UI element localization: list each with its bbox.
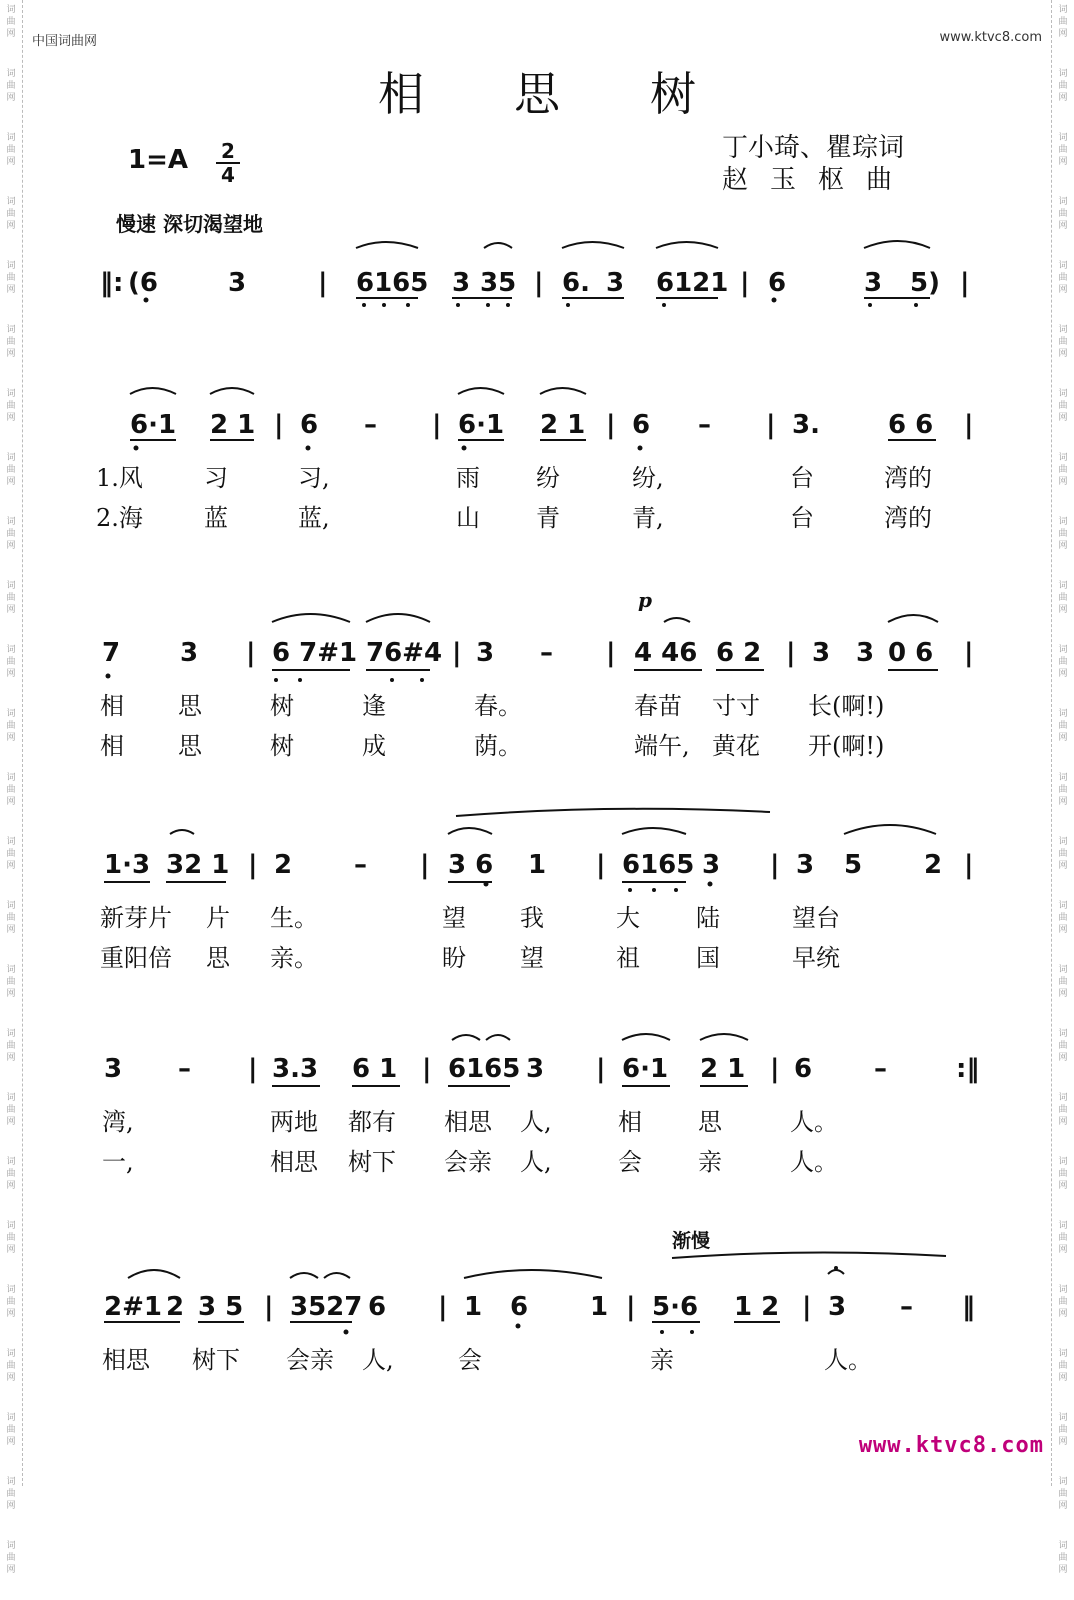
barline: | bbox=[318, 268, 328, 298]
lyric-verse-1: 春苗 bbox=[634, 692, 682, 720]
note-group: – bbox=[900, 1292, 913, 1322]
barline: | bbox=[802, 1292, 812, 1322]
lyric-verse-1: 大 bbox=[616, 904, 640, 932]
lyric-verse-2: 蓝, bbox=[298, 504, 330, 532]
watermark-glyphs: 词 曲 网 bbox=[1058, 453, 1068, 487]
lyric-verse-1: 思 bbox=[698, 1108, 722, 1136]
note-group: 2 bbox=[924, 850, 943, 880]
note-group: 5 bbox=[844, 850, 863, 880]
note-group: 3 bbox=[452, 268, 471, 298]
lyric-verse-1: 亲 bbox=[650, 1346, 674, 1374]
lyric-verse-2: 早统 bbox=[792, 944, 840, 972]
note-group: ‖ bbox=[962, 1292, 975, 1322]
score-row-1 bbox=[0, 258, 1074, 408]
lyric-verse-2: 青 bbox=[536, 504, 560, 532]
barline: | bbox=[766, 410, 776, 440]
lyric-verse-2: 蓝 bbox=[204, 504, 228, 532]
watermark-glyphs: 词 曲 网 bbox=[1058, 1157, 1068, 1191]
note-group: 1 bbox=[528, 850, 547, 880]
score-row-2 bbox=[0, 400, 1074, 550]
barline: | bbox=[964, 410, 974, 440]
lyric-verse-1: 人, bbox=[362, 1346, 394, 1374]
lyric-verse-2: 国 bbox=[696, 944, 720, 972]
lyric-verse-1: 春。 bbox=[474, 692, 522, 720]
lyric-verse-1: 相 bbox=[100, 692, 124, 720]
watermark-glyphs: 词 曲 网 bbox=[1058, 773, 1068, 807]
watermark-glyphs: 词 曲 网 bbox=[1058, 325, 1068, 359]
watermark-glyphs: 词 曲 网 bbox=[6, 581, 16, 615]
note-group: 3 bbox=[702, 850, 721, 880]
note-group: 6165 bbox=[622, 850, 695, 880]
note-group: – bbox=[364, 410, 377, 440]
lyric-verse-2: 人, bbox=[520, 1148, 552, 1176]
note-group: 3 bbox=[526, 1054, 545, 1084]
watermark-glyphs: 词 曲 网 bbox=[6, 261, 16, 295]
note-group: 6 bbox=[510, 1292, 529, 1322]
lyric-verse-1: 我 bbox=[520, 904, 544, 932]
lyric-verse-2: 成 bbox=[362, 732, 386, 760]
note-group: 3 bbox=[796, 850, 815, 880]
note-group: 1 bbox=[590, 1292, 609, 1322]
lyric-verse-1: 人, bbox=[520, 1108, 552, 1136]
lyric-verse-2: 亲。 bbox=[270, 944, 318, 972]
watermark-glyphs: 词 曲 网 bbox=[1058, 261, 1068, 295]
lyric-verse-1: 逢 bbox=[362, 692, 386, 720]
watermark-glyphs: 词 曲 网 bbox=[1058, 69, 1068, 103]
watermark-glyphs: 词 曲 网 bbox=[6, 1029, 16, 1063]
note-group: 4 46 bbox=[634, 638, 698, 668]
watermark-glyphs: 词 曲 网 bbox=[6, 1093, 16, 1127]
lyric-verse-1: 树下 bbox=[192, 1346, 240, 1374]
lyric-verse-1: 都有 bbox=[348, 1108, 396, 1136]
note-group: 6. bbox=[562, 268, 590, 298]
score-row-5 bbox=[0, 1044, 1074, 1194]
lyric-verse-1: 思 bbox=[178, 692, 202, 720]
lyric-verse-2: 人。 bbox=[790, 1148, 838, 1176]
score-row-3 bbox=[0, 628, 1074, 778]
note-group: 2 1 bbox=[540, 410, 586, 440]
lyric-verse-1: 新芽片 bbox=[100, 904, 172, 932]
note-group: 2#1 bbox=[104, 1292, 162, 1322]
note-group: – bbox=[178, 1054, 191, 1084]
note-group: 6165 bbox=[448, 1054, 521, 1084]
lyric-verse-1: 相 bbox=[618, 1108, 642, 1136]
time-signature-bottom: 4 bbox=[216, 162, 240, 186]
note-group: 1 bbox=[464, 1292, 483, 1322]
lyric-verse-2: 盼 bbox=[442, 944, 466, 972]
note-group: 3 bbox=[812, 638, 831, 668]
watermark-glyphs: 词 曲 网 bbox=[6, 69, 16, 103]
lyric-verse-1: 相思 bbox=[444, 1108, 492, 1136]
note-group: 6·1 bbox=[130, 410, 177, 440]
watermark-glyphs: 词 曲 网 bbox=[1058, 197, 1068, 231]
note-group: 3 bbox=[476, 638, 495, 668]
watermark-glyphs: 词 曲 网 bbox=[6, 837, 16, 871]
lyric-verse-2: 祖 bbox=[616, 944, 640, 972]
barline: | bbox=[960, 268, 970, 298]
lyric-verse-2: 端午, bbox=[634, 732, 690, 760]
note-group: 3 bbox=[856, 638, 875, 668]
note-group: 2 bbox=[166, 1292, 185, 1322]
note-group: 2 1 bbox=[210, 410, 256, 440]
site-url-header: www.ktvc8.com bbox=[939, 30, 1042, 45]
watermark-glyphs: 词 曲 网 bbox=[1058, 1413, 1068, 1447]
watermark-glyphs: 词 曲 网 bbox=[1058, 133, 1068, 167]
watermark-glyphs: 词 曲 网 bbox=[6, 645, 16, 679]
barline: | bbox=[964, 638, 974, 668]
lyric-verse-2: 相 bbox=[100, 732, 124, 760]
lyric-verse-1: 长(啊!) bbox=[808, 692, 885, 720]
note-group: 2 1 bbox=[700, 1054, 746, 1084]
watermark-glyphs: 词 曲 网 bbox=[1058, 1093, 1068, 1127]
watermark-glyphs: 词 曲 网 bbox=[6, 389, 16, 423]
watermark-glyphs: 词 曲 网 bbox=[1058, 389, 1068, 423]
lyric-verse-2: 重阳倍 bbox=[100, 944, 172, 972]
barline: | bbox=[964, 850, 974, 880]
barline: | bbox=[248, 1054, 258, 1084]
watermark-glyphs: 词 曲 网 bbox=[1058, 1541, 1068, 1575]
lyric-verse-1: 纷, bbox=[632, 464, 664, 492]
note-group: – bbox=[354, 850, 367, 880]
lyric-verse-1: 会 bbox=[458, 1346, 482, 1374]
watermark-glyphs: 词 曲 网 bbox=[6, 197, 16, 231]
lyric-verse-2: 开(啊!) bbox=[808, 732, 885, 760]
key-signature: 1=A bbox=[128, 145, 188, 175]
note-group: 1·3 bbox=[104, 850, 151, 880]
lyric-verse-1: 习 bbox=[204, 464, 228, 492]
lyric-verse-1: 人。 bbox=[824, 1346, 872, 1374]
watermark-glyphs: 词 曲 网 bbox=[1058, 581, 1068, 615]
lyric-verse-1: 湾, bbox=[102, 1108, 134, 1136]
barline: | bbox=[438, 1292, 448, 1322]
watermark-glyphs: 词 曲 网 bbox=[1058, 5, 1068, 39]
note-group: 6 7#1 bbox=[272, 638, 358, 668]
note-group: 3 bbox=[864, 268, 883, 298]
lyric-verse-2: 思 bbox=[178, 732, 202, 760]
lyric-verse-2: 黄花 bbox=[712, 732, 760, 760]
note-group: – bbox=[698, 410, 711, 440]
barline: | bbox=[606, 410, 616, 440]
note-group: 3527 bbox=[290, 1292, 363, 1322]
barline: | bbox=[248, 850, 258, 880]
watermark-glyphs: 词 曲 网 bbox=[1058, 517, 1068, 551]
watermark-glyphs: 词 曲 网 bbox=[6, 325, 16, 359]
dynamic-piano-mark: p bbox=[638, 588, 652, 612]
lyric-verse-2: 青, bbox=[632, 504, 664, 532]
lyric-verse-1: 习, bbox=[298, 464, 330, 492]
note-group: 3 bbox=[104, 1054, 123, 1084]
note-group: 6 bbox=[300, 410, 319, 440]
barline: | bbox=[596, 850, 606, 880]
lyric-verse-2: 树 bbox=[270, 732, 294, 760]
watermark-glyphs: 词 曲 网 bbox=[1058, 901, 1068, 935]
note-group: 3 5 bbox=[198, 1292, 244, 1322]
time-signature-top: 2 bbox=[221, 139, 235, 163]
note-group: 35 bbox=[480, 268, 517, 298]
note-group: 6 6 bbox=[888, 410, 934, 440]
note-group: 7 bbox=[102, 638, 121, 668]
note-group: 5·6 bbox=[652, 1292, 699, 1322]
barline: | bbox=[432, 410, 442, 440]
note-group: 6 2 bbox=[716, 638, 762, 668]
note-group: :‖ bbox=[956, 1054, 980, 1084]
note-group: 3.3 bbox=[272, 1054, 319, 1084]
note-group: 6 bbox=[768, 268, 787, 298]
barline: | bbox=[422, 1054, 432, 1084]
note-group: 1 2 bbox=[734, 1292, 780, 1322]
watermark-glyphs: 词 曲 网 bbox=[1058, 709, 1068, 743]
lyric-verse-2: 台 bbox=[790, 504, 814, 532]
lyric-verse-1: 片 bbox=[206, 904, 230, 932]
lyricist-credit: 丁小琦、瞿琮词 bbox=[722, 133, 905, 163]
barline: | bbox=[420, 850, 430, 880]
note-group: 0 6 bbox=[888, 638, 934, 668]
lyric-verse-1: 湾的 bbox=[884, 464, 932, 492]
note-group: 3 bbox=[180, 638, 199, 668]
note-group: 6165 bbox=[356, 268, 429, 298]
barline: | bbox=[626, 1292, 636, 1322]
score-row-4 bbox=[0, 840, 1074, 990]
lyric-verse-1: 树 bbox=[270, 692, 294, 720]
lyric-verse-2: 思 bbox=[206, 944, 230, 972]
watermark-glyphs: 词 曲 网 bbox=[1058, 1285, 1068, 1319]
watermark-glyphs: 词 曲 网 bbox=[6, 709, 16, 743]
score-row-6 bbox=[0, 1282, 1074, 1432]
lyric-verse-2: 树下 bbox=[348, 1148, 396, 1176]
barline: | bbox=[534, 268, 544, 298]
watermark-glyphs: 词 曲 网 bbox=[1058, 965, 1068, 999]
barline: | bbox=[786, 638, 796, 668]
lyric-verse-2: 2.海 bbox=[96, 504, 143, 532]
watermark-glyphs: 词 曲 网 bbox=[6, 133, 16, 167]
lyric-verse-1: 望台 bbox=[792, 904, 840, 932]
lyric-verse-1: 生。 bbox=[270, 904, 318, 932]
barline: | bbox=[264, 1292, 274, 1322]
note-group: 32 1 bbox=[166, 850, 230, 880]
lyric-verse-1: 1.风 bbox=[96, 464, 143, 492]
note-group: (6 bbox=[128, 268, 158, 298]
note-group: 6 bbox=[632, 410, 651, 440]
lyric-verse-2: 荫。 bbox=[474, 732, 522, 760]
composer-credit: 赵玉枢曲 bbox=[722, 165, 915, 195]
note-group: 2 bbox=[274, 850, 293, 880]
note-group: 76#4 bbox=[366, 638, 443, 668]
lyric-verse-1: 两地 bbox=[270, 1108, 318, 1136]
watermark-glyphs: 词 曲 网 bbox=[6, 1541, 16, 1575]
watermark-glyphs: 词 曲 网 bbox=[6, 1477, 16, 1511]
barline: | bbox=[740, 268, 750, 298]
watermark-glyphs: 词 曲 网 bbox=[1058, 837, 1068, 871]
note-group: 3 bbox=[828, 1292, 847, 1322]
lyric-verse-1: 人。 bbox=[790, 1108, 838, 1136]
watermark-glyphs: 词 曲 网 bbox=[6, 517, 16, 551]
barline: | bbox=[452, 638, 462, 668]
lyric-verse-1: 寸寸 bbox=[712, 692, 760, 720]
note-group: 6 bbox=[368, 1292, 387, 1322]
lyric-verse-2: 湾的 bbox=[884, 504, 932, 532]
watermark-glyphs: 词 曲 网 bbox=[6, 453, 16, 487]
song-title: 相思树 bbox=[378, 67, 786, 121]
lyric-verse-1: 纷 bbox=[536, 464, 560, 492]
note-group: 6 bbox=[794, 1054, 813, 1084]
tempo-marking: 慢速 深切渴望地 bbox=[116, 212, 263, 236]
watermark-glyphs: 词 曲 网 bbox=[1058, 1477, 1068, 1511]
watermark-glyphs: 词 曲 网 bbox=[6, 901, 16, 935]
watermark-glyphs: 词 曲 网 bbox=[6, 1221, 16, 1255]
footer-site-url: www.ktvc8.com bbox=[858, 1433, 1044, 1458]
note-group: – bbox=[874, 1054, 887, 1084]
barline: | bbox=[770, 850, 780, 880]
watermark-glyphs: 词 曲 网 bbox=[1058, 1221, 1068, 1255]
lyric-verse-2: 一, bbox=[102, 1148, 134, 1176]
note-group: ‖: bbox=[100, 268, 124, 298]
watermark-glyphs: 词 曲 网 bbox=[1058, 1029, 1068, 1063]
barline: | bbox=[274, 410, 284, 440]
barline: | bbox=[246, 638, 256, 668]
lyric-verse-2: 山 bbox=[456, 504, 480, 532]
note-group: 6 1 bbox=[352, 1054, 398, 1084]
lyric-verse-2: 望 bbox=[520, 944, 544, 972]
note-group: 6121 bbox=[656, 268, 729, 298]
barline: | bbox=[770, 1054, 780, 1084]
watermark-glyphs: 词 曲 网 bbox=[6, 1349, 16, 1383]
note-group: 6·1 bbox=[622, 1054, 669, 1084]
lyric-verse-2: 会 bbox=[618, 1148, 642, 1176]
note-group: 3 6 bbox=[448, 850, 494, 880]
lyric-verse-2: 相思 bbox=[270, 1148, 318, 1176]
note-group: 3 bbox=[606, 268, 625, 298]
lyric-verse-1: 相思 bbox=[102, 1346, 150, 1374]
lyric-verse-2: 亲 bbox=[698, 1148, 722, 1176]
watermark-glyphs: 词 曲 网 bbox=[1058, 645, 1068, 679]
lyric-verse-2: 会亲 bbox=[444, 1148, 492, 1176]
watermark-glyphs: 词 曲 网 bbox=[1058, 1349, 1068, 1383]
watermark-glyphs: 词 曲 网 bbox=[6, 773, 16, 807]
site-name-header: 中国词曲网 bbox=[32, 34, 98, 49]
watermark-glyphs: 词 曲 网 bbox=[6, 5, 16, 39]
watermark-glyphs: 词 曲 网 bbox=[6, 1413, 16, 1447]
watermark-glyphs: 词 曲 网 bbox=[6, 965, 16, 999]
ritardando-mark: 渐慢 bbox=[672, 1230, 711, 1252]
note-group: 3 bbox=[228, 268, 247, 298]
note-group: – bbox=[540, 638, 553, 668]
note-group: 3. bbox=[792, 410, 820, 440]
barline: | bbox=[596, 1054, 606, 1084]
note-group: 6·1 bbox=[458, 410, 505, 440]
lyric-verse-1: 会亲 bbox=[286, 1346, 334, 1374]
barline: | bbox=[606, 638, 616, 668]
lyric-verse-1: 雨 bbox=[456, 464, 480, 492]
watermark-glyphs: 词 曲 网 bbox=[6, 1285, 16, 1319]
lyric-verse-1: 台 bbox=[790, 464, 814, 492]
lyric-verse-1: 望 bbox=[442, 904, 466, 932]
note-group: 5) bbox=[910, 268, 940, 298]
lyric-verse-1: 陆 bbox=[696, 904, 720, 932]
watermark-glyphs: 词 曲 网 bbox=[6, 1157, 16, 1191]
